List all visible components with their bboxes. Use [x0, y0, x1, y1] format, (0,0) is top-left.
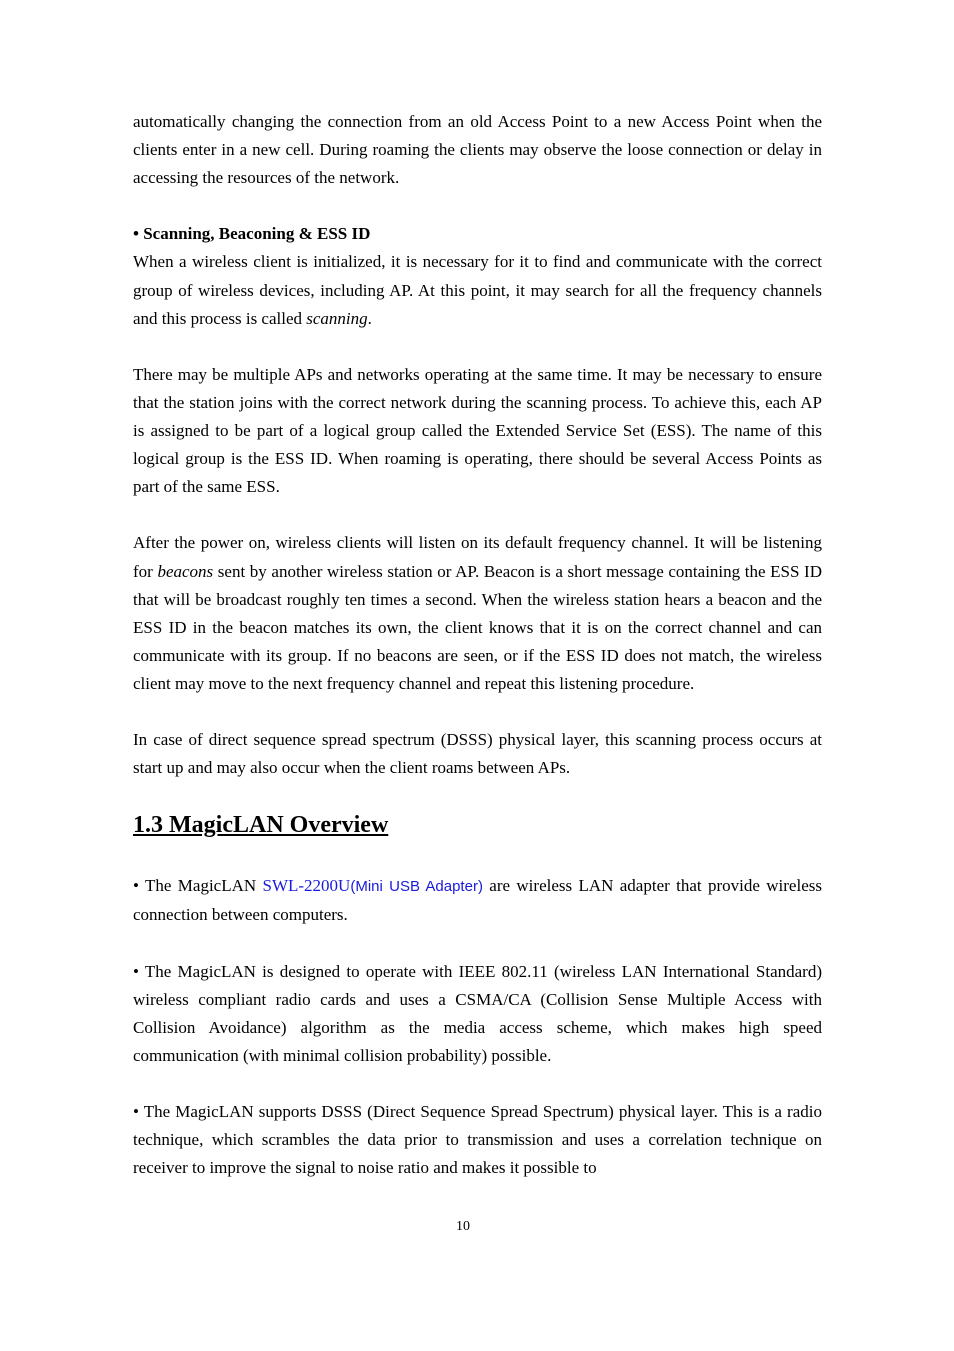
- page-body: [133, 108, 822, 1182]
- paragraph-scanning-end: .: [367, 308, 372, 328]
- subheading-scanning-beaconing: • Scanning, Beaconing & ESS ID: [133, 224, 371, 244]
- paragraph-ess: There may be multiple APs and networks operating at the same time. It may be necessary to ensure that the station joins with the correct network during the scanning process. To achieve this, each AP is assigned to be part of a logical group called the Extended Service Set (ESS). The name of this logical group is the ESS ID. When roaming is operating, there should be several Access Points as part of the same ESS.: [133, 364, 822, 497]
- paragraph-scanning-text: When a wireless client is initialized, it is necessary for it to find and communicate with the correct group of wireless devices, including AP. At this point, it may search for all the frequency channels and this process is called: [133, 252, 822, 328]
- paragraph-beacons-rest: sent by another wireless station or AP. Beacon is a short message containing the ESS ID that will be broadcast roughly ten times a second. When the wireless station hears a beacon and the ESS ID in the beacon matches its own, the client knows that it is on the correct channel and can communicate with its group. If no beacons are seen, or if the ESS ID does not match, the wireless client may move to the next frequency channel and repeat this listening procedure.: [133, 561, 822, 693]
- page-number: 10: [456, 1219, 470, 1234]
- bullet-adapter: [133, 872, 822, 929]
- model-name: SWL-2200U: [262, 876, 351, 896]
- bullet-adapter-rest: are wireless LAN adapter that provide wireless connection between computers.: [133, 876, 822, 925]
- paragraph-dsss: In case of direct sequence spread spectrum (DSSS) physical layer, this scanning process occurs at start up and may also occur when the client roams between APs.: [133, 730, 822, 778]
- section-title: 1.3 MagicLAN Overview: [133, 812, 389, 839]
- model-note: (Mini USB Adapter): [350, 878, 483, 896]
- paragraph-scanning: [133, 248, 822, 332]
- scanning-term: scanning: [306, 308, 368, 328]
- paragraph-beacons: [133, 529, 822, 698]
- bullet-dsss: • The MagicLAN supports DSSS (Direct Sequence Spread Spectrum) physical layer. This is a radio technique, which scrambles the data prior to transmission and uses a correlation technique on receiver to improve the signal to noise ratio and makes it possible to: [133, 1102, 822, 1178]
- paragraph-beacons-text: After the power on, wireless clients will listen on its default frequency channel. It will be listening for: [133, 533, 822, 581]
- section-heading-wrapper: [133, 810, 822, 840]
- beacons-term: beacons: [157, 561, 214, 581]
- bullet-ieee: • The MagicLAN is designed to operate with IEEE 802.11 (wireless LAN International Standard) wireless compliant radio cards and uses a CSMA/CA (Collision Sense Multiple Access with Collision Avoidance) algorithm as the media access scheme, which makes high speed communication (with minimal collision probability) possible.: [133, 961, 822, 1065]
- paragraph-roaming-continued: automatically changing the connection from an old Access Point to a new Access Point when the clients enter in a new cell. During roaming the clients may observe the loose connection or delay in accessing the resources of the network.: [133, 112, 822, 188]
- bullet-adapter-lead: • The MagicLAN: [133, 876, 263, 896]
